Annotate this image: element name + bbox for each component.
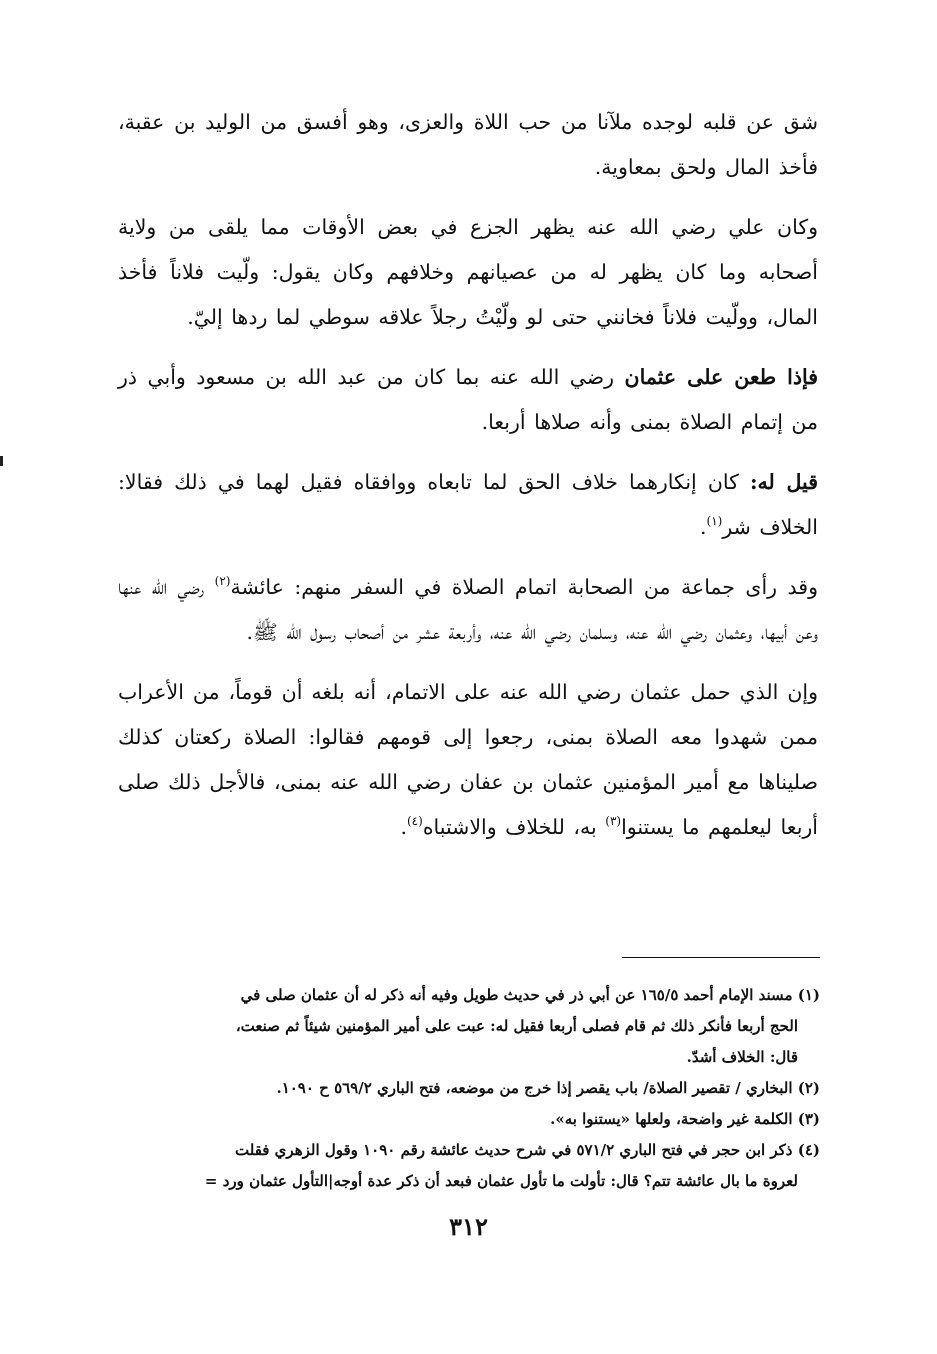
footnote-1-continuation-1: الحج أربعا فأنكر ذلك ثم قام فصلى أربعا فقيل له: عبت على أمير المؤمنين شيئاً ثم صنعت، <box>235 1017 798 1035</box>
page-number: ٣١٢ <box>449 1212 488 1241</box>
paragraph-4-end: . <box>699 515 707 539</box>
paragraph-1-text: شق عن قلبه لوجده ملآنا من حب اللاة والعزى، وهو أفسق من الوليد بن عقبة، فأخذ المال ولحق بمعاوية. <box>118 110 818 179</box>
footnote-2-text: البخاري / تقصير الصلاة/ باب يقصر إذا خرج من موضعه، فتح الباري ٥٦٩/٢ ح ١٠٩٠. <box>276 1079 793 1097</box>
paragraph-5-text: رضي الله عنها وعن أبيها، وعثمان رضي الله عنه، وسلمان رضي الله عنه، وأربعة عشر من أصحاب رسول الله ﷺ. <box>118 575 818 644</box>
paragraph-6-text-mid: به، للخلاف والاشتباه <box>422 815 606 839</box>
paragraph-2 <box>118 205 818 340</box>
footnote-ref-1: (١) <box>706 514 723 528</box>
paragraph-4 <box>118 460 818 550</box>
paragraph-5-text-start: وقد رأى جماعة من الصحابة اتمام الصلاة في السفر منهم: عائشة <box>230 575 818 599</box>
scan-edge-mark <box>0 456 3 466</box>
footnote-1 <box>118 980 820 1073</box>
paragraph-3-text: رضي الله عنه بما كان من عبد الله بن مسعود وأبي ذر من إتمام الصلاة بمنى وأنه صلاها أربعا. <box>118 365 818 434</box>
footnote-separator <box>622 957 820 958</box>
paragraph-1 <box>118 100 818 190</box>
footnote-ref-4: (٤) <box>406 814 423 828</box>
paragraph-4-text: كان إنكارهما خلاف الحق لما تابعاه ووافقاه فقيل لهما في ذلك فقالا: الخلاف شر <box>118 470 818 539</box>
footnote-3-number: (٣) <box>797 1110 820 1128</box>
paragraph-3-lead: فإذا طعن على عثمان <box>624 365 818 389</box>
main-text <box>118 100 818 865</box>
footnote-1-continuation-2: قال: الخلاف أشدّ. <box>686 1048 798 1066</box>
footnote-4-number: (٤) <box>797 1141 820 1159</box>
footnote-4-text: ذكر ابن حجر في فتح الباري ٥٧١/٢ في شرح حديث عائشة رقم ١٠٩٠ وقول الزهري فقلت <box>235 1141 793 1159</box>
paragraph-6-end: . <box>400 815 407 839</box>
paragraph-2-text: وكان علي رضي الله عنه يظهر الجزع في بعض الأوقات مما يلقى من ولاية أصحابه وما كان يظهر له من عصيانهم وخلافهم وكان يقول: ولّيت فلاناً فأخذ المال، وولّيت فلاناً فخانني حتى لو ولّيْتُ رجلاً علاقه سوطي لما ردها إليّ. <box>118 215 818 329</box>
footnote-3 <box>118 1104 820 1135</box>
paragraph-4-lead: قيل له: <box>749 470 818 494</box>
paragraph-5 <box>118 565 818 655</box>
footnote-4 <box>118 1135 820 1197</box>
paragraph-3 <box>118 355 818 445</box>
footnote-2-number: (٢) <box>797 1079 820 1097</box>
footnote-4-continuation-1: لعروة ما بال عائشة تتم؟ قال: تأولت ما تأول عثمان فبعد أن ذكر عدة أوجه|التأول عثمان ورد = <box>204 1172 798 1190</box>
footnote-1-number: (١) <box>797 986 820 1004</box>
footnotes <box>118 980 820 1197</box>
paragraph-6-text-start: وإن الذي حمل عثمان رضي الله عنه على الاتمام، أنه بلغه أن قوماً، من الأعراب ممن شهدوا معه الصلاة بمنى، رجعوا إلى قومهم فقالوا: الصلاة ركعتان كذلك صليناها مع أمير المؤمنين عثمان بن عفان رضي الله عنه بمنى، فالأجل ذلك صلى أربعا ليعلمهم ما يستنوا <box>118 680 818 839</box>
paragraph-6 <box>118 670 818 850</box>
footnote-1-text: مسند الإمام أحمد ١٦٥/٥ عن أبي ذر في حديث طويل وفيه أنه ذكر له أن عثمان صلى في <box>240 986 793 1004</box>
footnote-ref-3: (٣) <box>605 814 622 828</box>
footnote-2 <box>118 1073 820 1104</box>
footnote-3-text: الكلمة غير واضحة، ولعلها «يستنوا به». <box>550 1110 793 1128</box>
footnote-ref-2: (٢) <box>214 574 231 588</box>
